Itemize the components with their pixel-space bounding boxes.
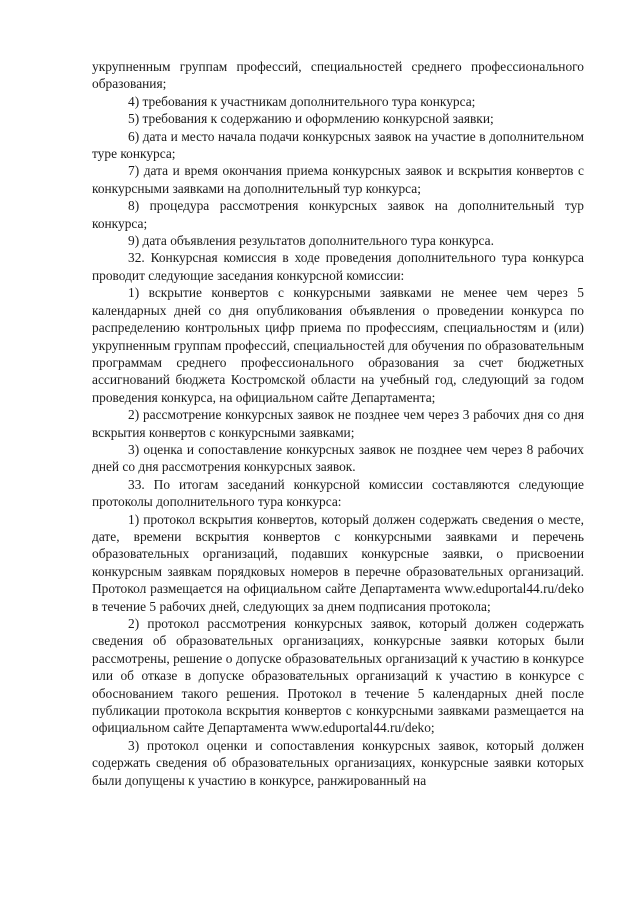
clause-32-item-1: 1) вскрытие конвертов с конкурсными заявками не менее чем через 5 календарных дней со дня опубликования объявления о проведении конкурса по распределению контрольных цифр приема по профессиям, специальностям и (или) укрупненным группам профессий, специальностей для обучения по образовательным программам среднего профессионального образования за счет бюджетных ассигнований бюджета Костромской области на учебный год, следующий за годом проведения конкурса, на официальном сайте Департамента; <box>92 285 584 405</box>
clause-33-item-2: 2) протокол рассмотрения конкурсных заявок, который должен содержать сведения об образовательных организациях, конкурсные заявки которых были рассмотрены, решение о допуске образовательных организаций к участию в конкурсе или об отказе в допуске образовательных организаций к участию в конкурсе с обоснованием такого решения. Протокол в течение 5 календарных дней после публикации протокола вскрытия конвертов с конкурсными заявками размещается на официальном сайте Департамента www.eduportal44.ru/deko; <box>92 616 584 736</box>
list-item-6: 6) дата и место начала подачи конкурсных заявок на участие в дополнительном туре конкурса; <box>92 128 584 162</box>
document-body <box>92 58 584 789</box>
clause-33-item-1: 1) протокол вскрытия конвертов, который должен содержать сведения о месте, дате, времени вскрытия конвертов с конкурсными заявками и перечень образовательных организаций, подавших конкурсные заявки, о присвоении конкурсным заявкам порядковых номеров в перечне образовательных организаций. Протокол размещается на официальном сайте Департамента www.eduportal44.ru/deko в течение 5 рабочих дней, следующих за днем подписания протокола; <box>92 511 584 614</box>
clause-33-item-3: 3) протокол оценки и сопоставления конкурсных заявок, который должен содержать сведения об образовательных организациях, конкурсные заявки которых были допущены к участию в конкурсе, ранжированный на <box>92 737 584 788</box>
clause-32-item-2: 2) рассмотрение конкурсных заявок не позднее чем через 3 рабочих дня со дня вскрытия конвертов с конкурсными заявками; <box>92 407 584 440</box>
clause-33: 33. По итогам заседаний конкурсной комиссии составляются следующие протоколы дополнительного тура конкурса: <box>92 476 584 510</box>
list-item-5: 5) требования к содержанию и оформлению конкурсной заявки; <box>128 111 494 127</box>
list-item-7: 7) дата и время окончания приема конкурсных заявок и вскрытия конвертов с конкурсными заявками на дополнительный тур конкурса; <box>92 163 584 196</box>
paragraph-continuation: укрупненным группам профессий, специальностей среднего профессионального образования; <box>92 59 584 92</box>
clause-32: 32. Конкурсная комиссия в ходе проведения дополнительного тура конкурса проводит следующие заседания конкурсной комиссии: <box>92 250 584 283</box>
list-item-8: 8) процедура рассмотрения конкурсных заявок на дополнительный тур конкурса; <box>92 198 584 231</box>
clause-32-item-3: 3) оценка и сопоставление конкурсных заявок не позднее чем через 8 рабочих дней со дня рассмотрения конкурсных заявок. <box>92 441 584 475</box>
list-item-9: 9) дата объявления результатов дополнительного тура конкурса. <box>128 233 494 249</box>
list-item-4: 4) требования к участникам дополнительного тура конкурса; <box>128 93 476 109</box>
